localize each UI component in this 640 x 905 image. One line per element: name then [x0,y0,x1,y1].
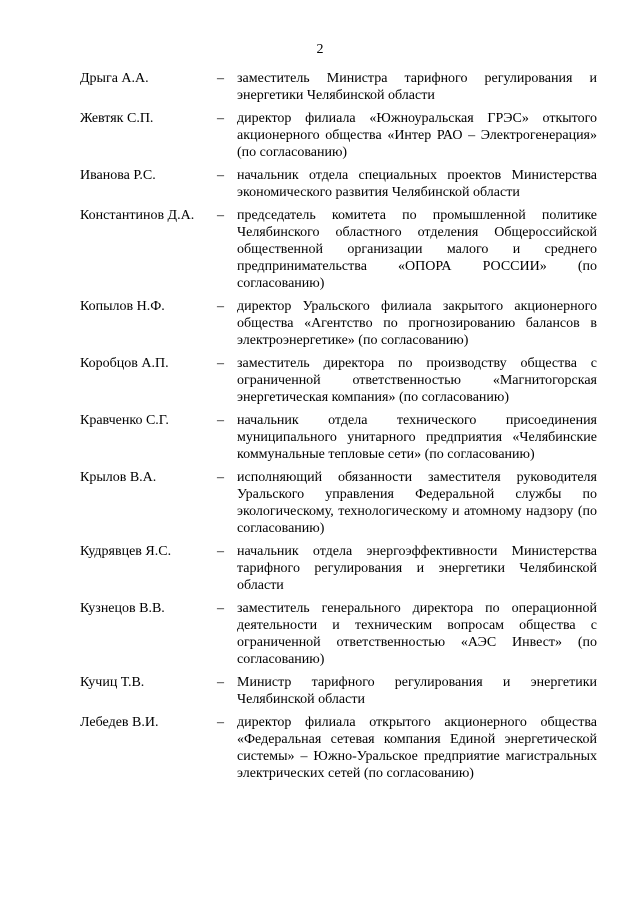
dash-separator: – [217,299,224,314]
member-role: начальник отдела технического присоединения муниципального унитарного предприятия «Челябинские коммунальные тепловые сети» (по согласованию) [237,413,597,462]
dash-separator: – [217,470,224,485]
list-item [0,110,640,161]
member-name: Копылов Н.Ф. [80,299,165,314]
member-list [0,70,640,788]
member-role: заместитель Министра тарифного регулирования и энергетики Челябинской области [237,71,597,103]
dash-separator: – [217,601,224,616]
list-item [0,70,640,104]
member-role: начальник отдела энергоэффективности Министерства тарифного регулирования и энергетики Челябинской области [237,544,597,593]
dash-separator: – [217,71,224,86]
member-name: Иванова Р.С. [80,168,156,183]
member-name: Дрыга А.А. [80,71,149,86]
member-role: исполняющий обязанности заместителя руководителя Уральского управления Федеральной службы по экологическому, технологическому и атомному надзору (по согласованию) [237,470,597,536]
dash-separator: – [217,413,224,428]
member-name: Кучиц Т.В. [80,675,145,690]
member-name: Коробцов А.П. [80,356,169,371]
member-name: Кравченко С.Г. [80,413,169,428]
dash-separator: – [217,208,224,223]
page-number: 2 [316,42,324,57]
member-name: Кузнецов В.В. [80,601,165,616]
member-role: директор филиала открытого акционерного общества «Федеральная сетевая компания Единой энергетической системы» – Южно-Уральское предприятие магистральных электрических сетей (по согласованию) [237,715,597,781]
dash-separator: – [217,356,224,371]
list-item [0,469,640,537]
member-name: Лебедев В.И. [80,715,159,730]
list-item [0,714,640,782]
list-item [0,600,640,668]
member-name: Константинов Д.А. [80,208,195,223]
member-role: заместитель директора по производству общества с ограниченной ответственностью «Магнитогорская энергетическая компания» (по согласованию) [237,356,597,405]
dash-separator: – [217,168,224,183]
list-item [0,355,640,406]
dash-separator: – [217,675,224,690]
member-role: директор Уральского филиала закрытого акционерного общества «Агентство по прогнозированию балансов в электроэнергетике» (по согласованию) [237,299,597,348]
member-role: заместитель генерального директора по операционной деятельности и техническим вопросам общества с ограниченной ответственностью «АЭС Инвест» (по согласованию) [237,601,597,667]
list-item [0,674,640,708]
member-name: Крылов В.А. [80,470,157,485]
member-role: директор филиала «Южноуральская ГРЭС» откытого акционерного общества «Интер РАО – Электрогенерация» (по согласованию) [237,111,597,160]
member-name: Кудрявцев Я.С. [80,544,172,559]
list-item [0,543,640,594]
list-item [0,167,640,201]
member-role: председатель комитета по промышленной политике Челябинского областного отделения Общероссийской общественной организации малого и среднего предпринимательства «ОПОРА РОССИИ» (по согласованию) [237,208,597,291]
member-role: начальник отдела специальных проектов Министерства экономического развития Челябинской области [237,168,597,200]
member-name: Жевтяк С.П. [80,111,154,126]
dash-separator: – [217,544,224,559]
dash-separator: – [217,715,224,730]
dash-separator: – [217,111,224,126]
list-item [0,207,640,292]
member-role: Министр тарифного регулирования и энергетики Челябинской области [237,675,597,707]
list-item [0,298,640,349]
list-item [0,412,640,463]
